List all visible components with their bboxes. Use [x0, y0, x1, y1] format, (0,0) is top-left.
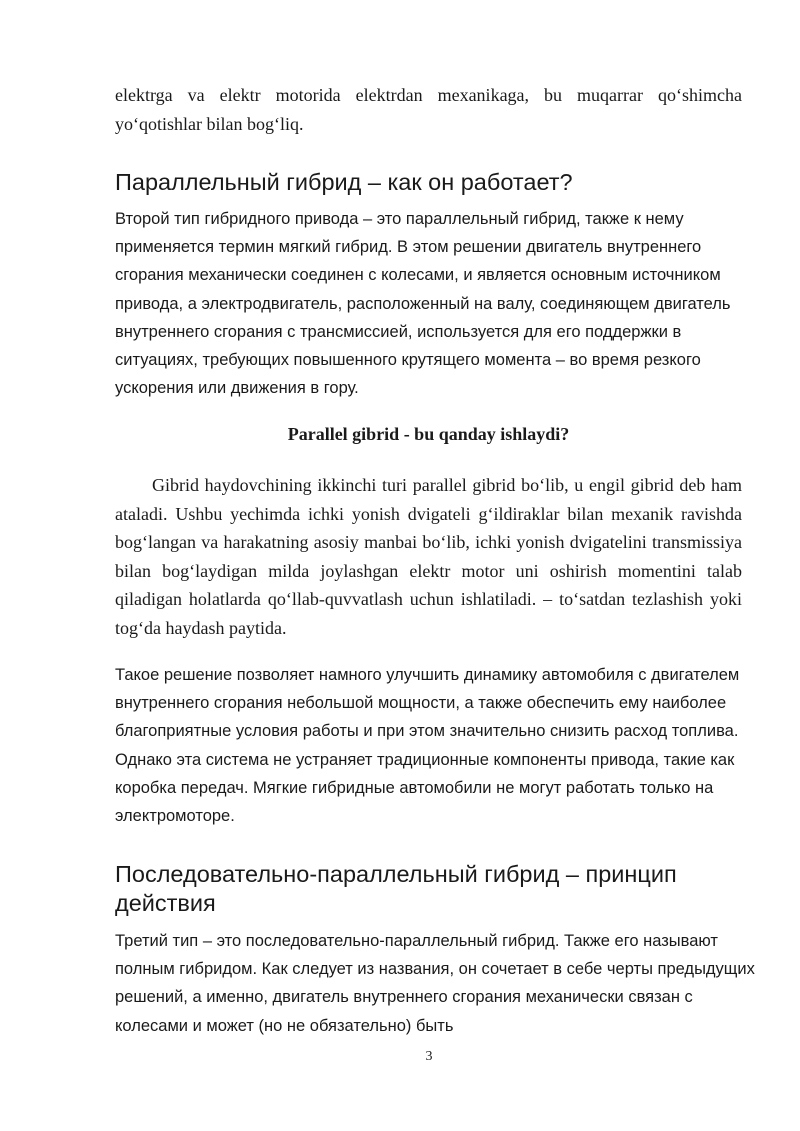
heading-parallel-hybrid: Параллельный гибрид – как он работает?: [115, 169, 573, 195]
paragraph-parallel-ru: Второй тип гибридного привода – это параллельный гибрид, также к нему применяется термин мягкий гибрид. В этом решении двигатель внутреннего сгорания механически соединен с колесами, и является основным источником привода, а электродвигатель, расположенный на валу, соединяющем двигатель внутреннего сгорания с трансмиссией, используется для его поддержки в ситуациях, требующих повышенного крутящего момента – во время резкого ускорения или движения в гору.: [115, 210, 731, 398]
intro-paragraph: elektrga va elektr motorida elektrdan mexanikaga, bu muqarrar qo‘shimcha yo‘qotishlar bilan bog‘liq.: [115, 85, 742, 134]
paragraph-benefits-ru: Такое решение позволяет намного улучшить динамику автомобиля с двигателем внутреннего сгорания небольшой мощности, а также обеспечить ему наиболее благоприятные условия работы и при этом значительно снизить расход топлива. Однако эта система не устраняет традиционные компоненты привода, такие как коробка передач. Мягкие гибридные автомобили не могут работать только на электромоторе.: [115, 666, 740, 826]
paragraph-series-parallel-ru: Третий тип – это последовательно-параллельный гибрид. Также его называют полным гибридом. Как следует из названия, он сочетает в себе черты предыдущих решений, а именно, двигатель внутреннего сгорания механически связан с колесами и может (но не обязательно) быть: [115, 932, 755, 1035]
paragraph-parallel-uz: Gibrid haydovchining ikkinchi turi parallel gibrid bo‘lib, u engil gibrid deb ham ataladi. Ushbu yechimda ichki yonish dvigateli g‘ildiraklar bilan mexanik ravishda bog‘langan va harakatning asosiy manbai bo‘lib, ichki yonish dvigatelini transmissiya bilan bog‘laydigan milda joylashgan elektr motor uni oshirish momentini talab qiladigan holatlarda qo‘llab-quvvatlash uchun ishlatiladi. – to‘satdan tezlashish yoki tog‘da haydash paytida.: [115, 475, 742, 638]
heading-series-parallel-hybrid: Последовательно-параллельный гибрид – принцип действия: [115, 861, 677, 916]
heading-parallel-hybrid-uz: Parallel gibrid - bu qanday ishlaydi?: [287, 424, 570, 444]
page-number: 3: [425, 1049, 433, 1064]
